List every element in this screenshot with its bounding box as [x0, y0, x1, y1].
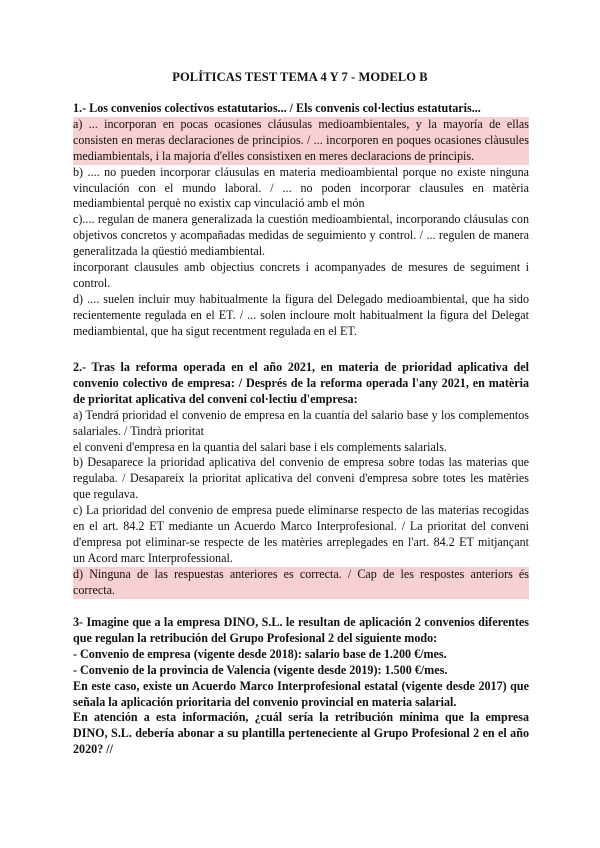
question-3-prompt-line: En atención a esta información, ¿cuál sería la retribución mínima que la empresa: [73, 710, 529, 725]
q2-option-d-line: correcta.: [73, 582, 115, 597]
question-3-item: - Convenio de empresa (vigente desde 2018): salario base de 1.200 €/mes.: [73, 646, 447, 661]
q1-option-a-line: a) ... incorporan en pocas ocasiones cláusulas medioambientales, y la mayoría de ellas: [73, 116, 529, 131]
question-1-header: 1.- Los convenios colectivos estatutarios... / Els convenis col·lectius estatutaris...: [73, 101, 481, 115]
question-3-header: [73, 615, 529, 647]
q2-option-b-line: b) Desaparece la prioridad aplicativa del convenio de empresa sobre todas las materias que: [73, 455, 529, 470]
question-2: [73, 360, 529, 599]
q1-option-b[interactable]: [73, 165, 529, 213]
q2-option-a-line: a) Tendrá prioridad el convenio de empresa en la cuantía del salario base y los complementos: [73, 407, 529, 422]
q2-option-d-line: d) Ninguna de las respuestas anteriores es correcta. / Cap de les respostes anteriors és: [73, 566, 529, 581]
question-1: [73, 101, 529, 340]
q1-option-d-line: mediambiental, que ha sigut recentment regulada en el ET.: [73, 323, 357, 338]
q1-option-d[interactable]: [73, 292, 529, 340]
question-3-header-line: 3- Imagine que a la empresa DINO, S.L. le resultan de aplicación 2 convenios diferentes: [73, 615, 529, 629]
q1-option-d-line: d) .... suelen incluir muy habitualmente la figura del Delegado medioambiental, que ha sido: [73, 291, 529, 306]
question-3-prompt-line: 2020? //: [73, 742, 113, 757]
q2-option-c-line: un Acord marc Interprofessional.: [73, 550, 233, 565]
q2-option-c[interactable]: [73, 503, 529, 567]
question-3: [73, 615, 529, 758]
q1-option-c-line: incorporant clausules amb objectius concrets i acompanyades de mesures de seguiment i: [73, 260, 529, 275]
q2-option-c-line: c) La prioridad del convenio de empresa puede eliminarse respecto de las materias recogidas: [73, 503, 529, 518]
question-2-header-line: de prioritat aplicativa del conveni col·lectiu d'empresa:: [73, 391, 358, 406]
q1-option-c-line: control.: [73, 275, 111, 290]
q1-option-c-line: c).... regulan de manera generalizada la cuestión medioambiental, incorporando cláusulas con: [73, 212, 529, 227]
question-3-item: - Convenio de la provincia de Valencia (vigente desde 2019): 1.500 €/mes.: [73, 662, 448, 677]
q1-option-b-line: vinculación con el mundo laboral. / ... no poden incorporar clausules en matèria: [73, 180, 529, 195]
q2-option-a[interactable]: [73, 408, 529, 456]
question-3-context: [73, 679, 529, 711]
q1-option-a-line: mediambientals, i la majoria d'elles consistixen en meres declaracions de principis.: [73, 148, 475, 163]
q2-option-b-line: que regulava.: [73, 487, 139, 502]
q2-option-c-line: en el art. 84.2 ET mediante un Acuerdo Marco Interprofesional. / La prioritat del conveni: [73, 519, 529, 534]
q2-option-d[interactable]: [73, 567, 529, 599]
question-2-header-line: convenio colectivo de empresa: / Després de la reforma operada l'any 2021, en matèria: [73, 375, 529, 390]
question-2-header: [73, 360, 529, 408]
q1-option-c[interactable]: [73, 212, 529, 292]
question-3-items: [73, 647, 529, 679]
q2-option-b-line: regulaba. / Desapareix la prioritat aplicativa del conveni d'empresa sobre totes les matèries: [73, 471, 529, 486]
q2-option-a-line: salariales. / Tindrà prioritat: [73, 423, 204, 438]
question-3-prompt: [73, 710, 529, 758]
document-title: POLÍTICAS TEST TEMA 4 Y 7 - MODELO B: [172, 70, 428, 84]
question-3-context-line: En este caso, existe un Acuerdo Marco Interprofesional estatal (vigente desde 2017) que: [73, 678, 529, 693]
question-3-header-line: que regulan la retribución del Grupo Profesional 2 del siguiente modo:: [73, 630, 438, 645]
q1-option-a[interactable]: [73, 117, 529, 165]
q1-option-d-line: recientemente regulada en el ET. / ... solen incloure molt habitualment la figura del Delegat: [73, 307, 529, 322]
q1-option-b-line: b) .... no pueden incorporar cláusulas en materia medioambiental porque no existe ninguna: [73, 164, 529, 179]
q2-option-c-line: d'empresa pot eliminar-se respecte de les matèries arreplegades en l'art. 84.2 ET mitjançant: [73, 534, 529, 549]
q1-option-b-line: mediambiental perquè no existix cap vinculació amb el món: [73, 196, 365, 211]
question-2-header-line: 2.- Tras la reforma operada en el año 2021, en materia de prioridad aplicativa del: [73, 360, 529, 374]
q1-option-c-line: objetivos concretos y acompañadas medidas de seguimiento y control. / ... regulen de manera: [73, 228, 529, 243]
q2-option-b[interactable]: [73, 455, 529, 503]
q1-option-a-line: consisten en meras declaraciones de principios. / ... incorporen en poques ocasiones clàusules: [73, 132, 529, 147]
question-3-context-line: señala la aplicación prioritaria del convenio provincial en materia salarial.: [73, 694, 457, 709]
q1-option-c-line: generalitzada la qüestió mediambiental.: [73, 244, 266, 259]
q2-option-a-line: el conveni d'empresa en la quantia del salari base i els complements salarials.: [73, 439, 447, 454]
question-3-prompt-line: DINO, S.L. debería abonar a su plantilla perteneciente al Grupo Profesional 2 en el año: [73, 726, 529, 741]
